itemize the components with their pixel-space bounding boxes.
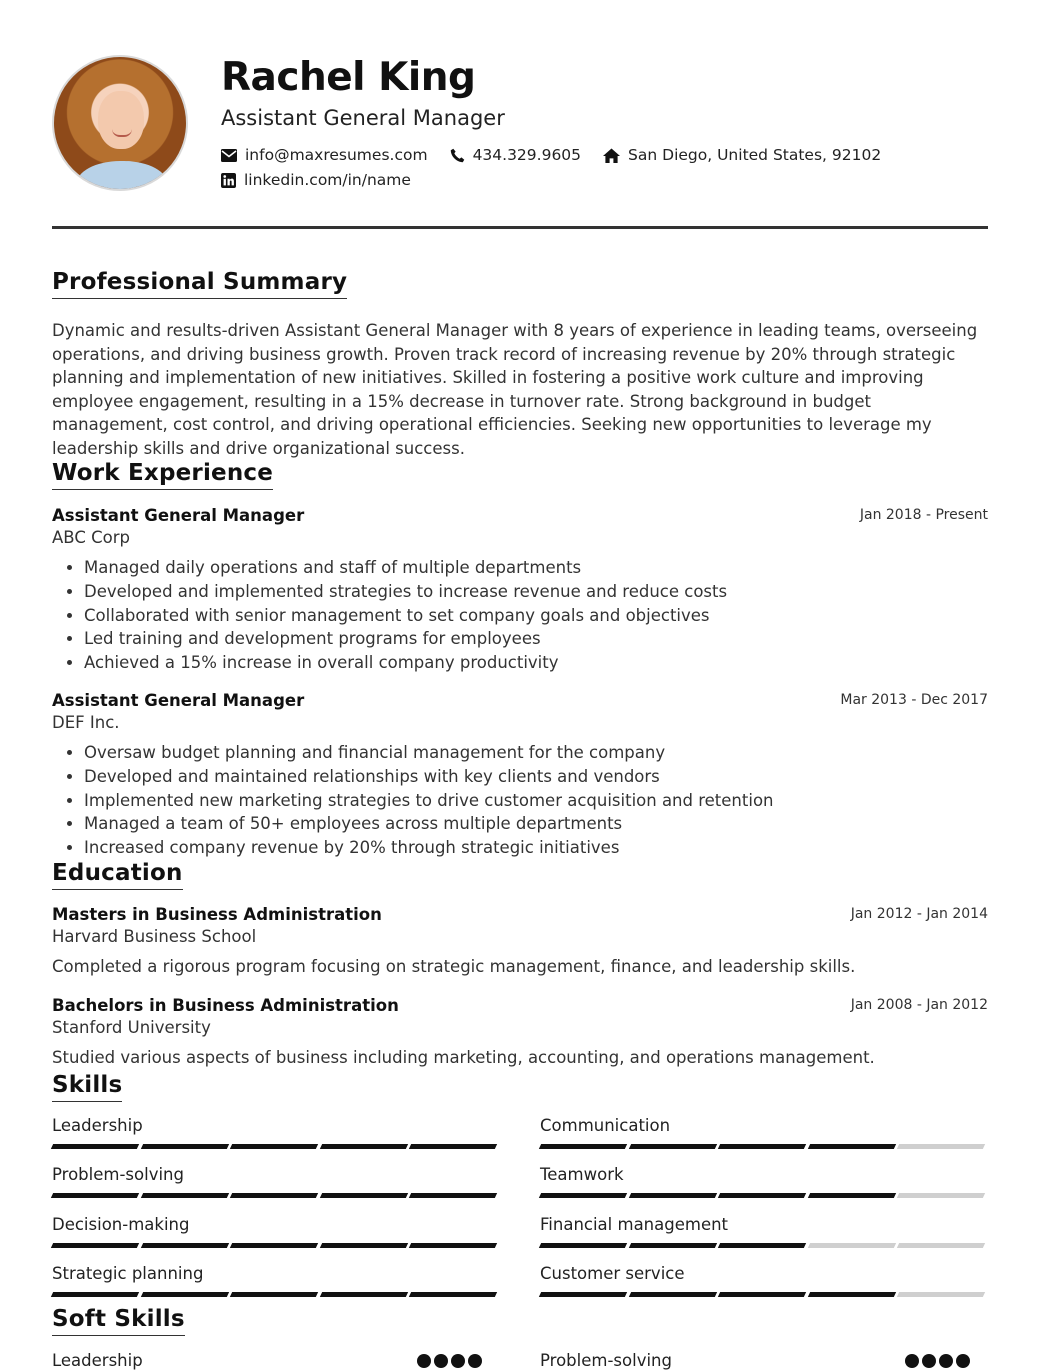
envelope-icon [221,149,237,162]
summary-text: Dynamic and results-driven Assistant General Manager with 8 years of experience in leading teams, overseeing operations, and driving business growth. Proven track record of increasing revenue by 20% through strategic planning and implementation of new initiatives. Skilled in fostering a positive work culture and improving employee engagement, resulting in a 15% decrease in turnover rate. Strong background in budget management, cost control, and driving operational efficiencies. Seeking new opportunities to leverage my leadership skills and drive organizational success. [52,321,978,458]
school-name: Harvard Business School [52,927,257,946]
candidate-title: Assistant General Manager [221,106,505,130]
contact-linkedin[interactable] [221,171,411,189]
section-title-skills: Skills [52,1071,122,1102]
job-bullet: • Implemented new marketing strategies to drive customer acquisition and retention [84,789,988,813]
avatar-face [98,91,144,149]
job-dates: Jan 2018 - Present [859,507,988,523]
skill-segment-filled [320,1193,408,1198]
skill-level-bar [52,1193,500,1198]
skill-segment-filled [718,1144,806,1149]
school-name: Stanford University [52,1018,211,1037]
skill-segment-filled [140,1243,228,1248]
job-bullet: • Achieved a 15% increase in overall company productivity [84,651,988,675]
experience-entry [52,505,988,675]
job-bullet: • Managed a team of 50+ employees across multiple departments [84,812,988,836]
rating-dot [922,1354,936,1368]
avatar [52,55,188,191]
skill-segment-filled [718,1243,806,1248]
contact-location [603,146,881,164]
skill-segment-filled [320,1144,408,1149]
skill-segment-filled [140,1193,228,1198]
skill-segment-filled [718,1193,806,1198]
skill-item [540,1214,988,1248]
skill-segment-filled [628,1144,716,1149]
skill-segment-filled [230,1292,318,1297]
skill-segment-filled [808,1193,896,1198]
experience-entry [52,690,988,860]
skill-item [52,1263,500,1297]
job-company: DEF Inc. [52,713,120,732]
contact-row [221,145,903,165]
skill-segment-empty [897,1292,985,1297]
soft-skill-dots [902,1354,970,1368]
phone-icon [450,148,465,163]
job-bullet: • Oversaw budget planning and financial management for the company [84,741,988,765]
skill-level-bar [540,1193,988,1198]
skill-segment-filled [628,1292,716,1297]
rating-dot [956,1354,970,1368]
skill-segment-empty [897,1144,985,1149]
skill-level-bar [52,1144,500,1149]
rating-dot [468,1354,482,1368]
job-bullet: • Led training and development programs for employees [84,627,988,651]
skill-item [540,1164,988,1198]
rating-dot [451,1354,465,1368]
rating-dot [434,1354,448,1368]
skill-segment-filled [409,1193,497,1198]
rating-dot [417,1354,431,1368]
skill-segment-filled [51,1243,139,1248]
education-entry [52,904,988,978]
soft-skill-item [52,1350,482,1372]
contact-row [221,170,903,190]
resume-header [52,55,988,195]
skill-segment-filled [51,1144,139,1149]
job-title: Assistant General Manager [52,691,305,710]
candidate-name: Rachel King [221,55,476,100]
degree-description: Studied various aspects of business including marketing, accounting, and operations management. [52,1048,875,1067]
soft-skill-item [540,1350,970,1372]
skill-segment-filled [409,1292,497,1297]
skill-level-bar [52,1243,500,1248]
job-title: Assistant General Manager [52,506,305,525]
skill-segment-filled [51,1292,139,1297]
linkedin-text: linkedin.com/in/name [244,171,411,189]
skill-segment-filled [808,1292,896,1297]
soft-skill-dots [414,1354,482,1368]
skill-item [52,1214,500,1248]
skill-segment-filled [230,1243,318,1248]
job-bullet: • Developed and maintained relationships with key clients and vendors [84,765,988,789]
skill-segment-filled [539,1144,627,1149]
skill-name: Customer service [540,1264,685,1283]
phone-text: 434.329.9605 [472,146,582,164]
rating-dot [905,1354,919,1368]
section-title-soft-skills: Soft Skills [52,1305,185,1336]
skill-segment-filled [230,1144,318,1149]
skill-segment-empty [897,1243,985,1248]
skill-segment-filled [539,1292,627,1297]
skill-name: Communication [540,1116,671,1135]
skill-segment-filled [539,1193,627,1198]
skill-item [52,1164,500,1198]
job-company: ABC Corp [52,528,130,547]
skill-segment-filled [718,1292,806,1297]
degree-description: Completed a rigorous program focusing on strategic management, finance, and leadership skills. [52,957,856,976]
skill-name: Leadership [52,1116,143,1135]
skill-segment-filled [230,1193,318,1198]
section-title-education: Education [52,859,183,890]
job-bullet: • Increased company revenue by 20% through strategic initiatives [84,836,988,860]
skill-segment-filled [320,1292,408,1297]
skill-segment-filled [409,1144,497,1149]
skill-segment-empty [808,1243,896,1248]
skill-name: Decision-making [52,1215,190,1234]
contact-phone[interactable] [450,146,581,164]
skill-segment-filled [140,1144,228,1149]
job-bullet: • Collaborated with senior management to set company goals and objectives [84,604,988,628]
skill-name: Problem-solving [52,1165,184,1184]
skill-segment-filled [140,1292,228,1297]
soft-skill-name: Problem-solving [540,1351,672,1370]
degree-title: Bachelors in Business Administration [52,996,399,1015]
skill-segment-filled [539,1243,627,1248]
skill-segment-filled [51,1193,139,1198]
skill-item [540,1115,988,1149]
skill-item [540,1263,988,1297]
skill-segment-filled [320,1243,408,1248]
job-bullets [52,741,988,860]
degree-title: Masters in Business Administration [52,905,382,924]
skill-name: Teamwork [540,1165,624,1184]
job-bullet: • Developed and implemented strategies to increase revenue and reduce costs [84,580,988,604]
skill-name: Financial management [540,1215,729,1234]
soft-skill-name: Leadership [52,1351,143,1370]
skill-level-bar [52,1292,500,1297]
header-divider [52,226,988,229]
job-bullet: • Managed daily operations and staff of multiple departments [84,556,988,580]
section-title-experience: Work Experience [52,459,273,490]
education-entry [52,995,988,1069]
email-text: info@maxresumes.com [245,146,428,164]
skill-segment-filled [409,1243,497,1248]
skill-segment-empty [897,1193,985,1198]
skill-level-bar [540,1243,988,1248]
avatar-shirt [76,161,168,191]
contact-block [221,145,903,195]
job-bullets [52,556,988,675]
skill-item [52,1115,500,1149]
job-dates: Mar 2013 - Dec 2017 [840,692,988,708]
contact-email[interactable] [221,146,428,164]
skill-segment-filled [628,1193,716,1198]
rating-dot [939,1354,953,1368]
home-icon [603,148,620,163]
linkedin-icon [221,173,236,188]
skill-level-bar [540,1292,988,1297]
degree-dates: Jan 2008 - Jan 2012 [850,997,988,1013]
degree-dates: Jan 2012 - Jan 2014 [850,906,988,922]
section-title-summary: Professional Summary [52,268,347,299]
skill-segment-filled [628,1243,716,1248]
skill-segment-filled [808,1144,896,1149]
skill-name: Strategic planning [52,1264,204,1283]
location-text: San Diego, United States, 92102 [628,146,882,164]
skill-level-bar [540,1144,988,1149]
